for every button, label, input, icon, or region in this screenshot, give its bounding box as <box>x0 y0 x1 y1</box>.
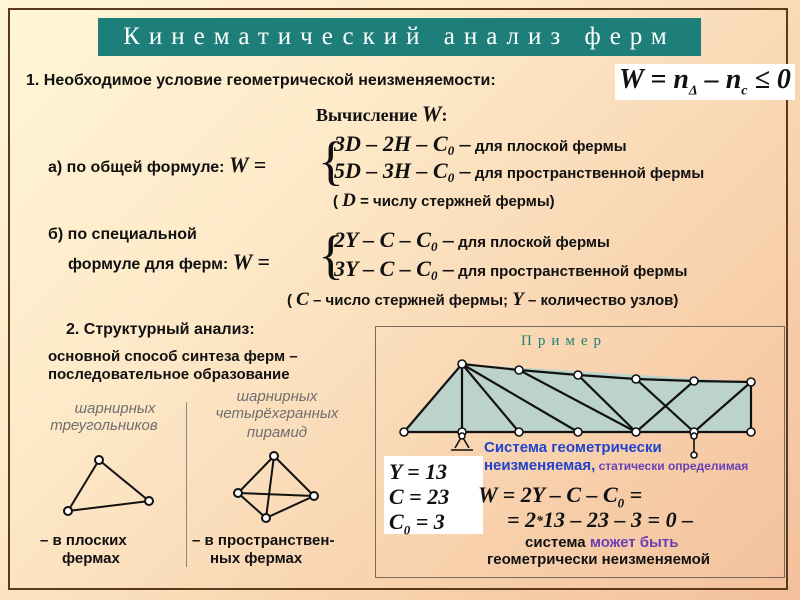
roller-node <box>691 433 697 439</box>
w-formula-sub: 0 <box>617 495 625 511</box>
w-calc-star: * <box>536 513 544 529</box>
truss-node <box>632 375 640 383</box>
example-title: Пример <box>521 333 608 349</box>
value-c0-val: = 3 <box>410 509 445 534</box>
special-w-eq: W = <box>232 249 270 274</box>
triangles-label-line1: шарнирных <box>74 400 156 417</box>
special-row1-dash: – <box>437 227 454 252</box>
section1-heading: 1. Необходимое условие геометрической неизменяемости: <box>26 72 496 89</box>
triangles-caption-line2: фермах <box>62 550 120 567</box>
special-row1-sub: 0 <box>430 239 438 255</box>
truss-node <box>747 378 755 386</box>
general-label-text: а) по общей формуле: <box>48 159 229 176</box>
calc-colon: : <box>441 105 448 125</box>
general-row1-text: для плоской фермы <box>470 138 627 155</box>
special-note-var-y: Y <box>512 289 524 310</box>
value-c0-var: C <box>389 509 404 534</box>
conclusion-line1 <box>525 534 678 551</box>
pinned-support <box>451 433 473 450</box>
special-note-var-c: C <box>296 289 309 310</box>
formula-minus-n: – n <box>697 64 742 95</box>
formula-leq-zero: ≤ 0 <box>754 64 791 95</box>
special-label-line1: б) по специальной <box>48 226 197 243</box>
calc-w: W <box>421 101 442 126</box>
truss-node <box>632 428 640 436</box>
pyramids-label-line3: пирамид <box>246 424 308 441</box>
value-c0 <box>389 509 445 538</box>
special-note-mid: – число стержней фермы; <box>308 292 513 309</box>
general-row2-formula: 5D – 3H – C <box>334 158 448 183</box>
triangles-label-line2: треугольников <box>50 417 158 434</box>
conclusion-pre: система <box>525 534 590 551</box>
section2-heading: 2. Структурный анализ: <box>66 321 255 338</box>
system-line1: Система геометрически <box>484 439 662 456</box>
calc-label: Вычисление <box>316 105 422 125</box>
triangles-caption-line1: – в плоских <box>40 532 127 549</box>
value-c0-sub: 0 <box>403 522 411 538</box>
formula-sub-c: c <box>741 83 748 99</box>
general-row2-sub: 0 <box>447 170 455 186</box>
value-y: Y = 13 <box>389 459 448 484</box>
pyramids-label-line1: шарнирных <box>236 388 318 405</box>
special-row2-text: для пространственной фермы <box>453 263 688 280</box>
system-line2-text: неизменяемая, <box>484 457 596 474</box>
truss-node <box>400 428 408 436</box>
truss-node <box>458 360 466 368</box>
pyramids-caption-line1: – в пространствен- <box>192 532 335 549</box>
general-note-open: ( <box>333 193 343 210</box>
special-row2-sub: 0 <box>430 268 438 284</box>
general-note-var: D <box>342 190 356 211</box>
general-w-eq: W = <box>228 152 267 177</box>
pyramids-caption-line2: ных фермах <box>210 550 303 567</box>
general-row2-text: для пространственной фермы <box>470 165 705 182</box>
special-row2-dash: – <box>437 256 454 281</box>
special-label-text: формуле для ферм: <box>68 256 233 273</box>
general-row2-dash: – <box>454 158 471 183</box>
special-row2-formula: 3Y – C – C <box>334 256 431 281</box>
special-note-open: ( <box>287 292 297 309</box>
roller-support <box>691 433 697 458</box>
special-row1-formula: 2Y – C – C <box>334 227 431 252</box>
special-brace: { <box>318 225 344 285</box>
general-row1-dash: – <box>454 131 471 156</box>
truss-node <box>690 377 698 385</box>
slide-title-text: Кинематический анализ ферм <box>123 23 676 50</box>
formula-sub-delta: Δ <box>688 83 698 99</box>
section2-desc-line1: основной способ синтеза ферм – <box>48 348 298 365</box>
truss-node <box>574 428 582 436</box>
pyramids-label-line2: четырёхгранных <box>215 405 339 422</box>
truss-node <box>747 428 755 436</box>
general-row1-sub: 0 <box>447 143 455 159</box>
system-static-text: статически определимая <box>595 459 749 473</box>
special-row1-text: для плоской фермы <box>453 234 610 251</box>
w-calculation <box>507 507 693 533</box>
general-note-text: = числу стержней фермы) <box>355 193 555 210</box>
value-c: C = 23 <box>389 484 450 509</box>
w-formula-text: W = 2Y – C – C <box>478 482 618 507</box>
w-calc-pre: = 2 <box>507 507 537 532</box>
conclusion-line2: геометрически неизменяемой <box>487 551 711 568</box>
support-node <box>459 433 465 439</box>
conclusion-highlight: может быть <box>589 534 679 551</box>
w-formula-tail: = <box>624 482 643 507</box>
w-calc-post: 13 – 23 – 3 = 0 – <box>543 507 694 532</box>
formula-w-n: W = n <box>619 64 689 95</box>
truss-node <box>515 366 523 374</box>
section2-desc-line2: последовательное образование <box>48 366 290 383</box>
special-note-end: – количество узлов) <box>523 292 679 309</box>
general-brace: { <box>318 131 344 191</box>
truss-node <box>574 371 582 379</box>
general-row1-formula: 3D – 2H – C <box>334 131 448 156</box>
system-line2 <box>484 457 748 474</box>
truss-node <box>515 428 523 436</box>
